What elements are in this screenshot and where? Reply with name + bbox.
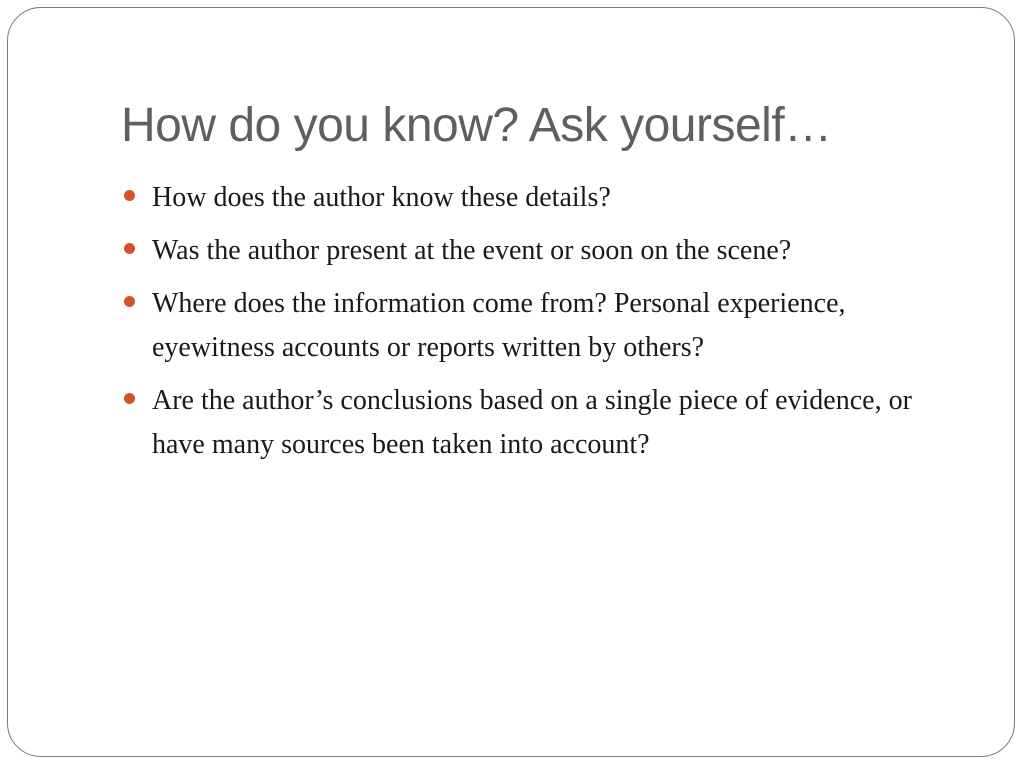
slide-title: How do you know? Ask yourself… bbox=[121, 99, 832, 152]
bullet-text: How does the author know these details? bbox=[152, 182, 611, 213]
bullet-dot-icon bbox=[124, 190, 135, 201]
bullet-list bbox=[121, 176, 931, 476]
bullet-text: Was the author present at the event or soon on the scene? bbox=[152, 235, 792, 266]
bullet-text: Where does the information come from? Personal experience, eyewitness accounts or reports written by others? bbox=[152, 288, 846, 363]
bullet-dot-icon bbox=[124, 243, 135, 254]
slide-frame bbox=[7, 7, 1015, 757]
bullet-item bbox=[121, 379, 931, 467]
bullet-item bbox=[121, 282, 931, 370]
bullet-text: Are the author’s conclusions based on a single piece of evidence, or have many sources been taken into account? bbox=[152, 385, 912, 460]
bullet-dot-icon bbox=[124, 393, 135, 404]
bullet-dot-icon bbox=[124, 296, 135, 307]
bullet-item bbox=[121, 176, 931, 220]
bullet-item bbox=[121, 229, 931, 273]
